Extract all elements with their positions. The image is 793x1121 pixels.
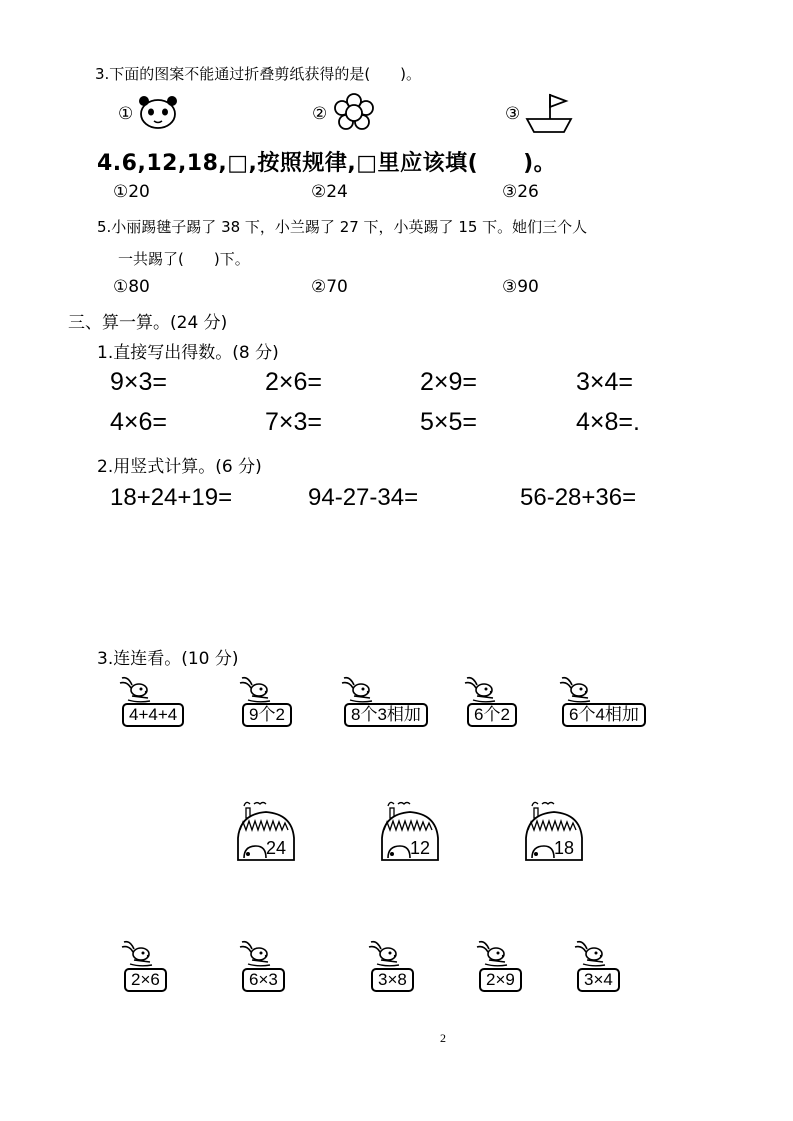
top-expression-tag[interactable]: 9个2	[242, 703, 292, 727]
calc-1-2: 2×6=	[265, 368, 323, 396]
question-4-text: 4.6,12,18,□,按照规律,□里应该填( )。	[97, 151, 557, 176]
question-3-text: 3.下面的图案不能通过折叠剪纸获得的是( )。	[95, 65, 422, 83]
sailboat-icon	[524, 91, 574, 135]
top-expression-tag[interactable]: 4+4+4	[122, 703, 184, 727]
hill-number: 24	[266, 838, 287, 858]
hill-number: 12	[410, 838, 431, 858]
question-5-option-1: ①80	[113, 277, 150, 297]
bottom-expression-tag[interactable]: 2×6	[124, 968, 167, 992]
bottom-expression-tag[interactable]: 3×8	[371, 968, 414, 992]
bottom-expression-tag[interactable]: 6×3	[242, 968, 285, 992]
calc-1-3: 2×9=	[420, 368, 478, 396]
top-expression-tag[interactable]: 6个2	[467, 703, 517, 727]
calc-2-3: 5×5=	[420, 408, 478, 436]
bottom-expression-tag[interactable]: 3×4	[577, 968, 620, 992]
bottom-expression-tag[interactable]: 2×9	[479, 968, 522, 992]
part-2-title: 2.用竖式计算。(6 分)	[97, 457, 262, 477]
vertical-calc-1: 18+24+19=	[110, 484, 233, 511]
question-5-option-2: ②70	[311, 277, 348, 297]
panda-face-icon	[138, 94, 178, 130]
page-number: 2	[440, 1031, 446, 1045]
hill-number: 18	[554, 838, 575, 858]
part-1-title: 1.直接写出得数。(8 分)	[97, 343, 279, 363]
question-4-option-1: ①20	[113, 182, 150, 202]
question-4-option-2: ②24	[311, 182, 348, 202]
question-5-option-3: ③90	[502, 277, 539, 297]
calc-1-1: 9×3=	[110, 368, 168, 396]
section-3-title: 三、算一算。(24 分)	[68, 313, 228, 333]
vertical-calc-3: 56-28+36=	[520, 484, 637, 511]
calc-2-2: 7×3=	[265, 408, 323, 436]
top-expression-tag[interactable]: 6个4相加	[562, 703, 646, 727]
vertical-calc-2: 94-27-34=	[308, 484, 419, 511]
question-5-line-1: 5.小丽踢毽子踢了 38 下，小兰踢了 27 下，小英踢了 15 下。她们三个人	[97, 218, 588, 236]
calc-2-1: 4×6=	[110, 408, 168, 436]
part-3-title: 3.连连看。(10 分)	[97, 649, 239, 669]
calc-2-4: 4×8=.	[576, 408, 640, 436]
top-expression-tag[interactable]: 8个3相加	[344, 703, 428, 727]
question-5-line-2: 一共踢了( )下。	[118, 250, 250, 268]
question-3-option-3-label: ③	[505, 104, 521, 124]
flower-icon	[332, 93, 376, 133]
calc-1-4: 3×4=	[576, 368, 634, 396]
question-4-option-3: ③26	[502, 182, 539, 202]
question-3-option-1-label: ①	[118, 104, 134, 124]
question-3-option-2-label: ②	[312, 104, 328, 124]
